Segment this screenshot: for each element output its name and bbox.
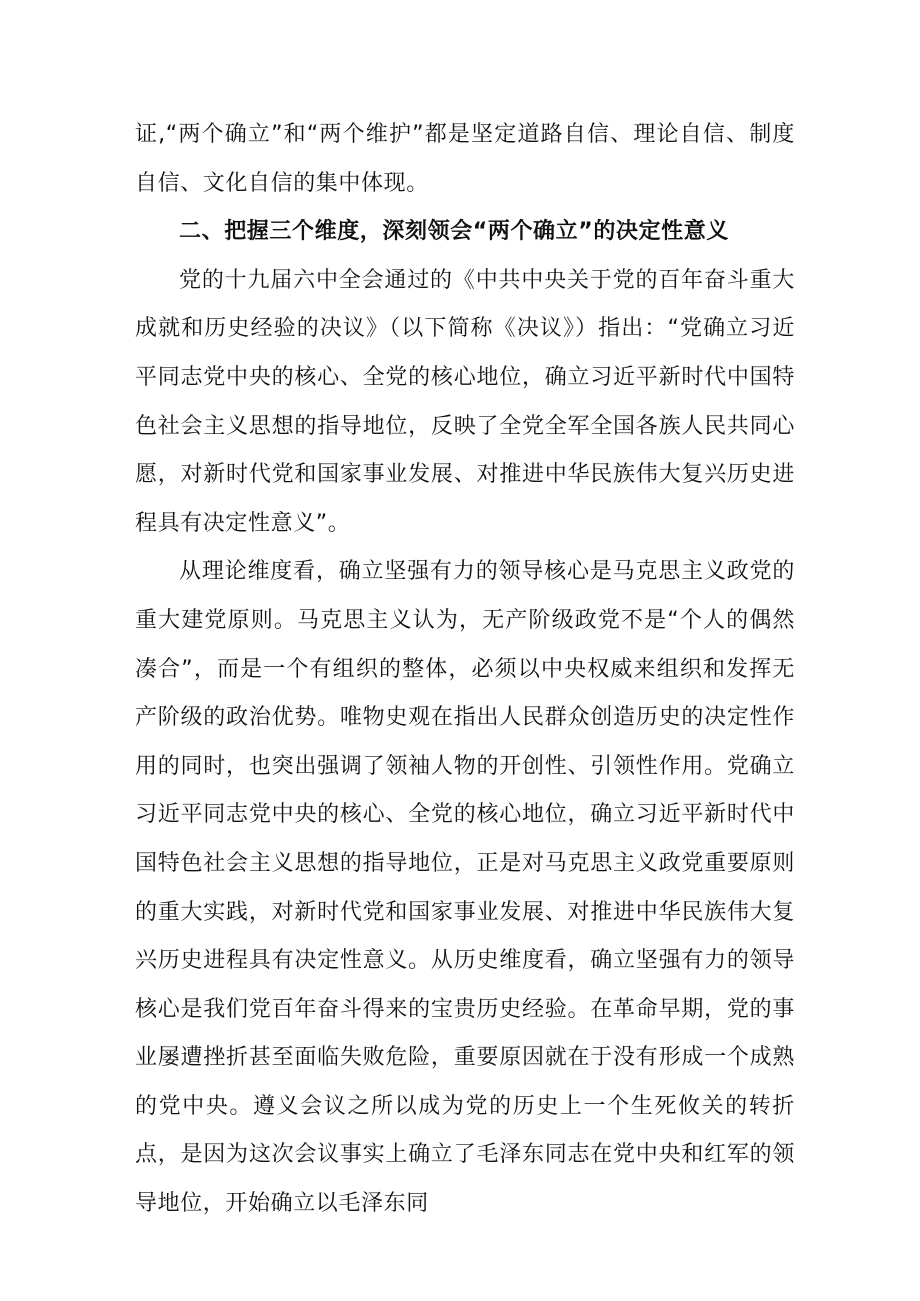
- paragraph-resolution-quote: 党的十九届六中全会通过的《中共中央关于党的百年奋斗重大成就和历史经验的决议》（以下简称《决议》）指出：“党确立习近平同志党中央的核心、全党的核心地位，确立习近平新时代中国特色社会主义思想的指导地位，反映了全党全军全国各族人民共同心愿，对新时代党和国家事业发展、对推进中华民族伟大复兴历史进程具有决定性意义”。: [135, 267, 795, 536]
- paragraph-continued: 证,“两个确立”和“两个维护”都是坚定道路自信、理论自信、制度自信、文化自信的集中体现。: [135, 122, 795, 196]
- document-body: [135, 111, 795, 1229]
- paragraph-theory-history: 从理论维度看，确立坚强有力的领导核心是马克思主义政党的重大建党原则。马克思主义认为，无产阶级政党不是“个人的偶然凑合”，而是一个有组织的整体，必须以中央权威来组织和发挥无产阶级的政治优势。唯物史观在指出人民群众创造历史的决定性作用的同时，也突出强调了领袖人物的开创性、引领性作用。党确立习近平同志党中央的核心、全党的核心地位，确立习近平新时代中国特色社会主义思想的指导地位，正是对马克思主义政党重要原则的重大实践，对新时代党和国家事业发展、对推进中华民族伟大复兴历史进程具有决定性意义。从历史维度看，确立坚强有力的领导核心是我们党百年奋斗得来的宝贵历史经验。在革命早期，党的事业屡遭挫折甚至面临失败危险，重要原因就在于没有形成一个成熟的党中央。遵义会议之所以成为党的历史上一个生死攸关的转折点，是因为这次会议事实上确立了毛泽东同志在党中央和红军的领导地位，开始确立以毛泽东同: [135, 559, 795, 1217]
- section-heading: 二、把握三个维度，深刻领会“两个确立”的决定性意义: [179, 219, 729, 245]
